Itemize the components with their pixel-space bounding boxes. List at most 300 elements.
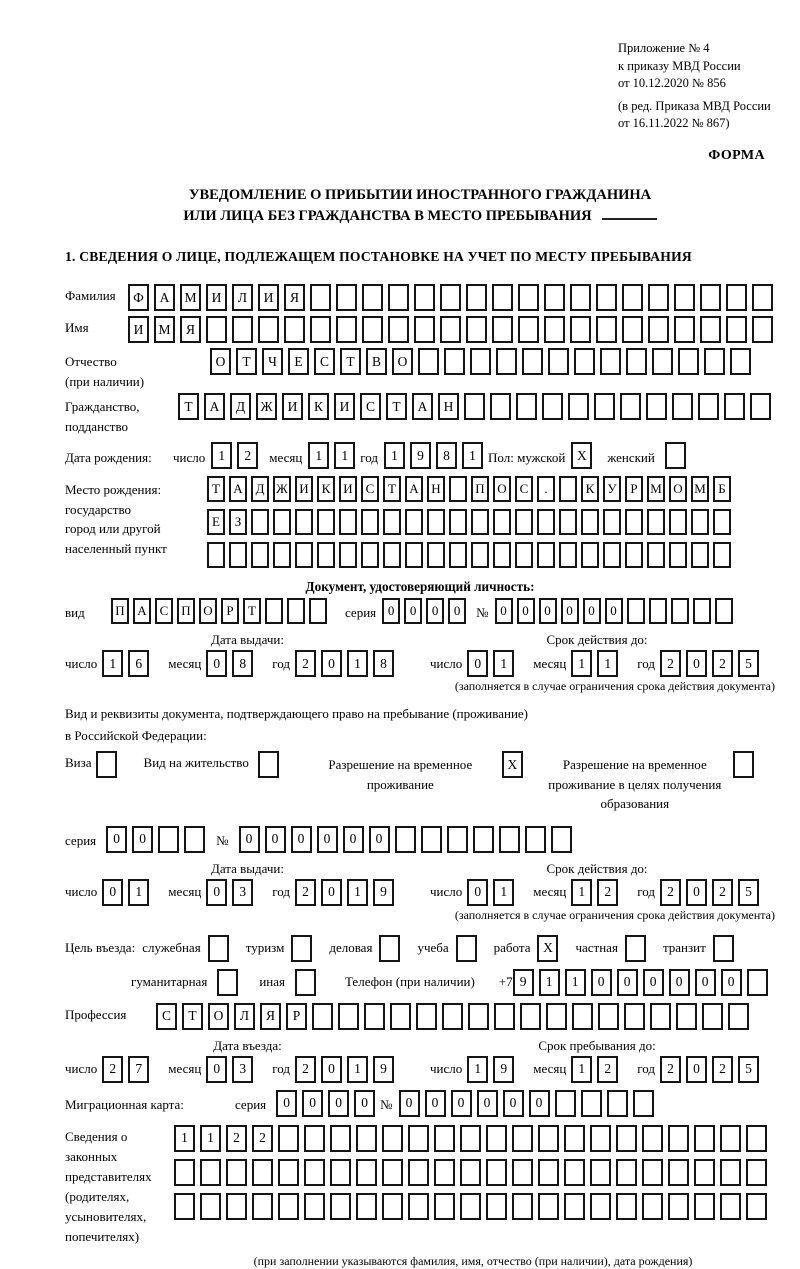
form-cell[interactable] [522,348,543,375]
form-cell[interactable] [713,935,734,962]
form-cell[interactable]: 1 [128,879,149,906]
form-cell[interactable]: Р [286,1003,307,1030]
form-cell[interactable] [336,284,357,311]
form-cell[interactable] [720,1125,741,1152]
form-cell[interactable]: И [339,476,357,502]
form-cell[interactable]: 0 [239,826,260,853]
form-cell[interactable] [158,826,179,853]
form-cell[interactable]: 0 [265,826,286,853]
form-cell[interactable]: 8 [232,650,253,677]
form-cell[interactable] [700,316,721,343]
form-cell[interactable]: К [581,476,599,502]
form-cell[interactable] [460,1125,481,1152]
form-cell[interactable]: Т [340,348,361,375]
form-cell[interactable]: 0 [695,969,716,996]
form-cell[interactable]: 9 [513,969,534,996]
form-cell[interactable] [647,509,665,535]
form-cell[interactable] [590,1193,611,1220]
form-cell[interactable]: 2 [295,1056,316,1083]
form-cell[interactable] [388,316,409,343]
form-cell[interactable] [568,393,589,420]
form-cell[interactable]: 2 [295,650,316,677]
form-cell[interactable]: М [691,476,709,502]
form-cell[interactable]: 0 [354,1090,375,1117]
form-cell[interactable] [720,1193,741,1220]
form-cell[interactable] [693,598,711,624]
form-cell[interactable] [471,509,489,535]
form-cell[interactable] [405,542,423,568]
form-cell[interactable]: 3 [232,879,253,906]
form-cell[interactable] [672,393,693,420]
form-cell[interactable] [304,1125,325,1152]
form-cell[interactable] [418,348,439,375]
form-cell[interactable] [551,826,572,853]
form-cell[interactable]: Т [383,476,401,502]
form-cell[interactable] [273,509,291,535]
form-cell[interactable] [642,1125,663,1152]
form-cell[interactable] [671,598,689,624]
form-cell[interactable]: И [334,393,355,420]
form-cell[interactable] [330,1193,351,1220]
form-cell[interactable]: З [229,509,247,535]
form-cell[interactable] [518,284,539,311]
form-cell[interactable]: А [154,284,175,311]
form-cell[interactable]: 0 [605,598,623,624]
form-cell[interactable] [96,751,117,778]
form-cell[interactable] [383,509,401,535]
form-cell[interactable] [208,935,229,962]
form-cell[interactable]: 0 [451,1090,472,1117]
form-cell[interactable]: 0 [561,598,579,624]
form-cell[interactable]: М [180,284,201,311]
form-cell[interactable] [382,1125,403,1152]
form-cell[interactable]: 0 [583,598,601,624]
form-cell[interactable]: Б [713,476,731,502]
form-cell[interactable] [486,1125,507,1152]
form-cell[interactable] [379,935,400,962]
form-cell[interactable] [646,393,667,420]
form-cell[interactable] [304,1193,325,1220]
form-cell[interactable] [492,284,513,311]
form-cell[interactable]: 1 [597,650,618,677]
form-cell[interactable] [724,393,745,420]
form-cell[interactable] [648,316,669,343]
form-cell[interactable] [603,509,621,535]
form-cell[interactable] [752,284,773,311]
form-cell[interactable] [200,1193,221,1220]
form-cell[interactable] [698,393,719,420]
form-cell[interactable]: У [603,476,621,502]
form-cell[interactable] [648,284,669,311]
form-cell[interactable]: 1 [308,442,329,469]
form-cell[interactable] [694,1125,715,1152]
form-cell[interactable]: И [128,316,149,343]
form-cell[interactable] [668,1193,689,1220]
form-cell[interactable] [449,542,467,568]
form-cell[interactable] [356,1193,377,1220]
form-cell[interactable]: 0 [369,826,390,853]
form-cell[interactable]: 3 [232,1056,253,1083]
form-cell[interactable] [395,826,416,853]
form-cell[interactable]: 2 [237,442,258,469]
form-cell[interactable]: 9 [410,442,431,469]
form-cell[interactable]: 0 [291,826,312,853]
form-cell[interactable]: Я [260,1003,281,1030]
form-cell[interactable]: 0 [617,969,638,996]
form-cell[interactable] [649,598,667,624]
form-cell[interactable] [434,1125,455,1152]
form-cell[interactable] [747,969,768,996]
form-cell[interactable] [473,826,494,853]
form-cell[interactable]: Т [207,476,225,502]
form-cell[interactable] [226,1193,247,1220]
form-cell[interactable]: 0 [206,650,227,677]
form-cell[interactable]: 0 [382,598,400,624]
form-cell[interactable]: 0 [467,650,488,677]
form-cell[interactable]: 0 [317,826,338,853]
form-cell[interactable] [405,509,423,535]
form-cell[interactable]: О [669,476,687,502]
form-cell[interactable]: С [515,476,533,502]
form-cell[interactable] [470,348,491,375]
form-cell[interactable] [548,348,569,375]
form-cell[interactable] [652,348,673,375]
form-cell[interactable] [564,1125,585,1152]
form-cell[interactable]: 0 [102,879,123,906]
form-cell[interactable] [362,284,383,311]
form-cell[interactable]: 1 [200,1125,221,1152]
form-cell[interactable]: 0 [399,1090,420,1117]
form-cell[interactable] [600,348,621,375]
form-cell[interactable]: О [493,476,511,502]
form-cell[interactable]: Р [625,476,643,502]
form-cell[interactable] [414,316,435,343]
form-cell[interactable] [624,1003,645,1030]
form-cell[interactable]: 2 [660,650,681,677]
form-cell[interactable]: 0 [495,598,513,624]
form-cell[interactable]: 2 [712,1056,733,1083]
form-cell[interactable] [252,1193,273,1220]
form-cell[interactable] [538,1125,559,1152]
form-cell[interactable] [546,1003,567,1030]
form-cell[interactable]: 5 [738,879,759,906]
form-cell[interactable]: 1 [565,969,586,996]
form-cell[interactable] [361,542,379,568]
form-cell[interactable]: X [502,751,523,778]
form-cell[interactable] [746,1125,767,1152]
form-cell[interactable]: 0 [321,879,342,906]
form-cell[interactable] [537,542,555,568]
form-cell[interactable]: А [133,598,151,624]
form-cell[interactable]: 0 [343,826,364,853]
form-cell[interactable]: 5 [738,650,759,677]
form-cell[interactable]: 0 [425,1090,446,1117]
form-cell[interactable] [456,935,477,962]
form-cell[interactable]: Т [236,348,257,375]
form-cell[interactable] [559,476,577,502]
form-cell[interactable] [726,284,747,311]
form-cell[interactable]: 1 [334,442,355,469]
form-cell[interactable] [492,316,513,343]
form-cell[interactable]: 2 [712,650,733,677]
form-cell[interactable] [310,316,331,343]
form-cell[interactable]: X [571,442,592,469]
form-cell[interactable] [383,542,401,568]
form-cell[interactable]: О [199,598,217,624]
form-cell[interactable]: Т [386,393,407,420]
form-cell[interactable] [440,284,461,311]
form-cell[interactable]: Т [178,393,199,420]
form-cell[interactable] [309,598,327,624]
form-cell[interactable]: 9 [493,1056,514,1083]
form-cell[interactable] [466,316,487,343]
form-cell[interactable]: 0 [302,1090,323,1117]
form-cell[interactable] [733,751,754,778]
form-cell[interactable]: А [204,393,225,420]
form-cell[interactable]: . [537,476,555,502]
form-cell[interactable]: 5 [738,1056,759,1083]
form-cell[interactable] [713,542,731,568]
form-cell[interactable]: 2 [295,879,316,906]
form-cell[interactable]: 0 [467,879,488,906]
form-cell[interactable]: И [258,284,279,311]
form-cell[interactable] [258,751,279,778]
form-cell[interactable]: О [392,348,413,375]
form-cell[interactable] [364,1003,385,1030]
form-cell[interactable]: 0 [529,1090,550,1117]
form-cell[interactable]: 0 [686,1056,707,1083]
form-cell[interactable]: Я [284,284,305,311]
form-cell[interactable]: А [405,476,423,502]
form-cell[interactable]: 2 [712,879,733,906]
form-cell[interactable] [537,509,555,535]
form-cell[interactable] [625,542,643,568]
form-cell[interactable] [516,393,537,420]
form-cell[interactable] [642,1193,663,1220]
form-cell[interactable]: 8 [373,650,394,677]
form-cell[interactable]: Л [232,284,253,311]
form-cell[interactable]: 0 [517,598,535,624]
form-cell[interactable] [229,542,247,568]
form-cell[interactable] [273,542,291,568]
form-cell[interactable]: 0 [106,826,127,853]
form-cell[interactable] [622,284,643,311]
form-cell[interactable]: В [366,348,387,375]
form-cell[interactable] [674,284,695,311]
form-cell[interactable] [594,393,615,420]
form-cell[interactable]: Ж [256,393,277,420]
form-cell[interactable] [265,598,283,624]
form-cell[interactable]: М [154,316,175,343]
form-cell[interactable]: Р [221,598,239,624]
form-cell[interactable]: 9 [373,879,394,906]
form-cell[interactable]: 6 [128,650,149,677]
form-cell[interactable]: 0 [328,1090,349,1117]
form-cell[interactable]: С [155,598,173,624]
form-cell[interactable] [388,284,409,311]
form-cell[interactable] [596,316,617,343]
form-cell[interactable] [542,393,563,420]
form-cell[interactable] [730,348,751,375]
form-cell[interactable] [390,1003,411,1030]
form-cell[interactable]: М [647,476,665,502]
form-cell[interactable] [184,826,205,853]
form-cell[interactable]: 0 [321,650,342,677]
form-cell[interactable] [490,393,511,420]
form-cell[interactable] [251,542,269,568]
form-cell[interactable] [287,598,305,624]
form-cell[interactable]: 2 [226,1125,247,1152]
form-cell[interactable] [596,284,617,311]
form-cell[interactable] [414,284,435,311]
form-cell[interactable] [647,542,665,568]
form-cell[interactable] [746,1193,767,1220]
form-cell[interactable] [616,1193,637,1220]
form-cell[interactable]: 0 [206,879,227,906]
form-cell[interactable]: П [177,598,195,624]
form-cell[interactable] [440,316,461,343]
form-cell[interactable]: 1 [493,650,514,677]
form-cell[interactable]: О [208,1003,229,1030]
form-cell[interactable] [650,1003,671,1030]
form-cell[interactable] [512,1125,533,1152]
form-cell[interactable]: 0 [539,598,557,624]
form-cell[interactable]: 1 [467,1056,488,1083]
form-cell[interactable] [626,348,647,375]
form-cell[interactable] [669,509,687,535]
form-cell[interactable] [616,1125,637,1152]
form-cell[interactable] [382,1193,403,1220]
form-cell[interactable] [339,542,357,568]
form-cell[interactable] [665,442,686,469]
form-cell[interactable]: К [308,393,329,420]
form-cell[interactable] [317,509,335,535]
form-cell[interactable] [278,1125,299,1152]
form-cell[interactable] [603,542,621,568]
form-cell[interactable]: 2 [660,1056,681,1083]
form-cell[interactable] [538,1193,559,1220]
form-cell[interactable] [633,1090,654,1117]
form-cell[interactable] [444,348,465,375]
form-cell[interactable] [206,316,227,343]
form-cell[interactable] [713,509,731,535]
form-cell[interactable]: Д [251,476,269,502]
form-cell[interactable] [581,509,599,535]
form-cell[interactable] [310,284,331,311]
form-cell[interactable]: С [361,476,379,502]
form-cell[interactable]: 1 [211,442,232,469]
form-cell[interactable]: Ф [128,284,149,311]
form-cell[interactable] [715,598,733,624]
form-cell[interactable]: 0 [477,1090,498,1117]
form-cell[interactable]: 0 [669,969,690,996]
form-cell[interactable] [525,826,546,853]
form-cell[interactable] [494,1003,515,1030]
form-cell[interactable]: 0 [591,969,612,996]
form-cell[interactable] [416,1003,437,1030]
form-cell[interactable] [570,316,591,343]
form-cell[interactable] [726,316,747,343]
form-cell[interactable] [471,542,489,568]
form-cell[interactable]: Д [230,393,251,420]
form-cell[interactable]: 0 [206,1056,227,1083]
form-cell[interactable] [518,316,539,343]
form-cell[interactable]: А [412,393,433,420]
form-cell[interactable] [284,316,305,343]
form-cell[interactable]: 1 [347,650,368,677]
form-cell[interactable] [361,509,379,535]
form-cell[interactable]: Я [180,316,201,343]
form-cell[interactable]: 0 [404,598,422,624]
form-cell[interactable] [466,284,487,311]
form-cell[interactable] [559,509,577,535]
form-cell[interactable] [449,509,467,535]
form-cell[interactable]: Т [182,1003,203,1030]
form-cell[interactable]: Е [288,348,309,375]
form-cell[interactable]: 0 [276,1090,297,1117]
form-cell[interactable] [499,826,520,853]
form-cell[interactable]: 0 [503,1090,524,1117]
form-cell[interactable]: 7 [128,1056,149,1083]
form-cell[interactable] [434,1193,455,1220]
form-cell[interactable] [464,393,485,420]
form-cell[interactable]: 1 [347,879,368,906]
form-cell[interactable]: 1 [539,969,560,996]
form-cell[interactable]: И [206,284,227,311]
form-cell[interactable] [460,1193,481,1220]
form-cell[interactable] [232,316,253,343]
form-cell[interactable] [678,348,699,375]
form-cell[interactable] [493,509,511,535]
form-cell[interactable] [362,316,383,343]
form-cell[interactable] [447,826,468,853]
form-cell[interactable] [421,826,442,853]
form-cell[interactable] [704,348,725,375]
form-cell[interactable] [544,316,565,343]
form-cell[interactable] [512,1193,533,1220]
form-cell[interactable] [427,542,445,568]
form-cell[interactable] [251,509,269,535]
form-cell[interactable] [570,284,591,311]
form-cell[interactable] [442,1003,463,1030]
form-cell[interactable]: 1 [384,442,405,469]
form-cell[interactable]: С [360,393,381,420]
form-cell[interactable] [598,1003,619,1030]
form-cell[interactable] [627,598,645,624]
form-cell[interactable]: 0 [686,879,707,906]
form-cell[interactable] [295,969,316,996]
form-cell[interactable]: 1 [174,1125,195,1152]
form-cell[interactable] [752,316,773,343]
form-cell[interactable] [559,542,577,568]
form-cell[interactable]: 2 [252,1125,273,1152]
form-cell[interactable] [555,1090,576,1117]
form-cell[interactable] [668,1125,689,1152]
form-cell[interactable] [581,542,599,568]
form-cell[interactable] [408,1125,429,1152]
form-cell[interactable] [625,509,643,535]
form-cell[interactable]: И [282,393,303,420]
form-cell[interactable] [515,509,533,535]
form-cell[interactable]: 0 [643,969,664,996]
form-cell[interactable] [728,1003,749,1030]
form-cell[interactable]: 0 [686,650,707,677]
form-cell[interactable] [581,1090,602,1117]
form-cell[interactable] [574,348,595,375]
form-cell[interactable]: Н [427,476,445,502]
form-cell[interactable] [291,935,312,962]
form-cell[interactable]: 0 [426,598,444,624]
